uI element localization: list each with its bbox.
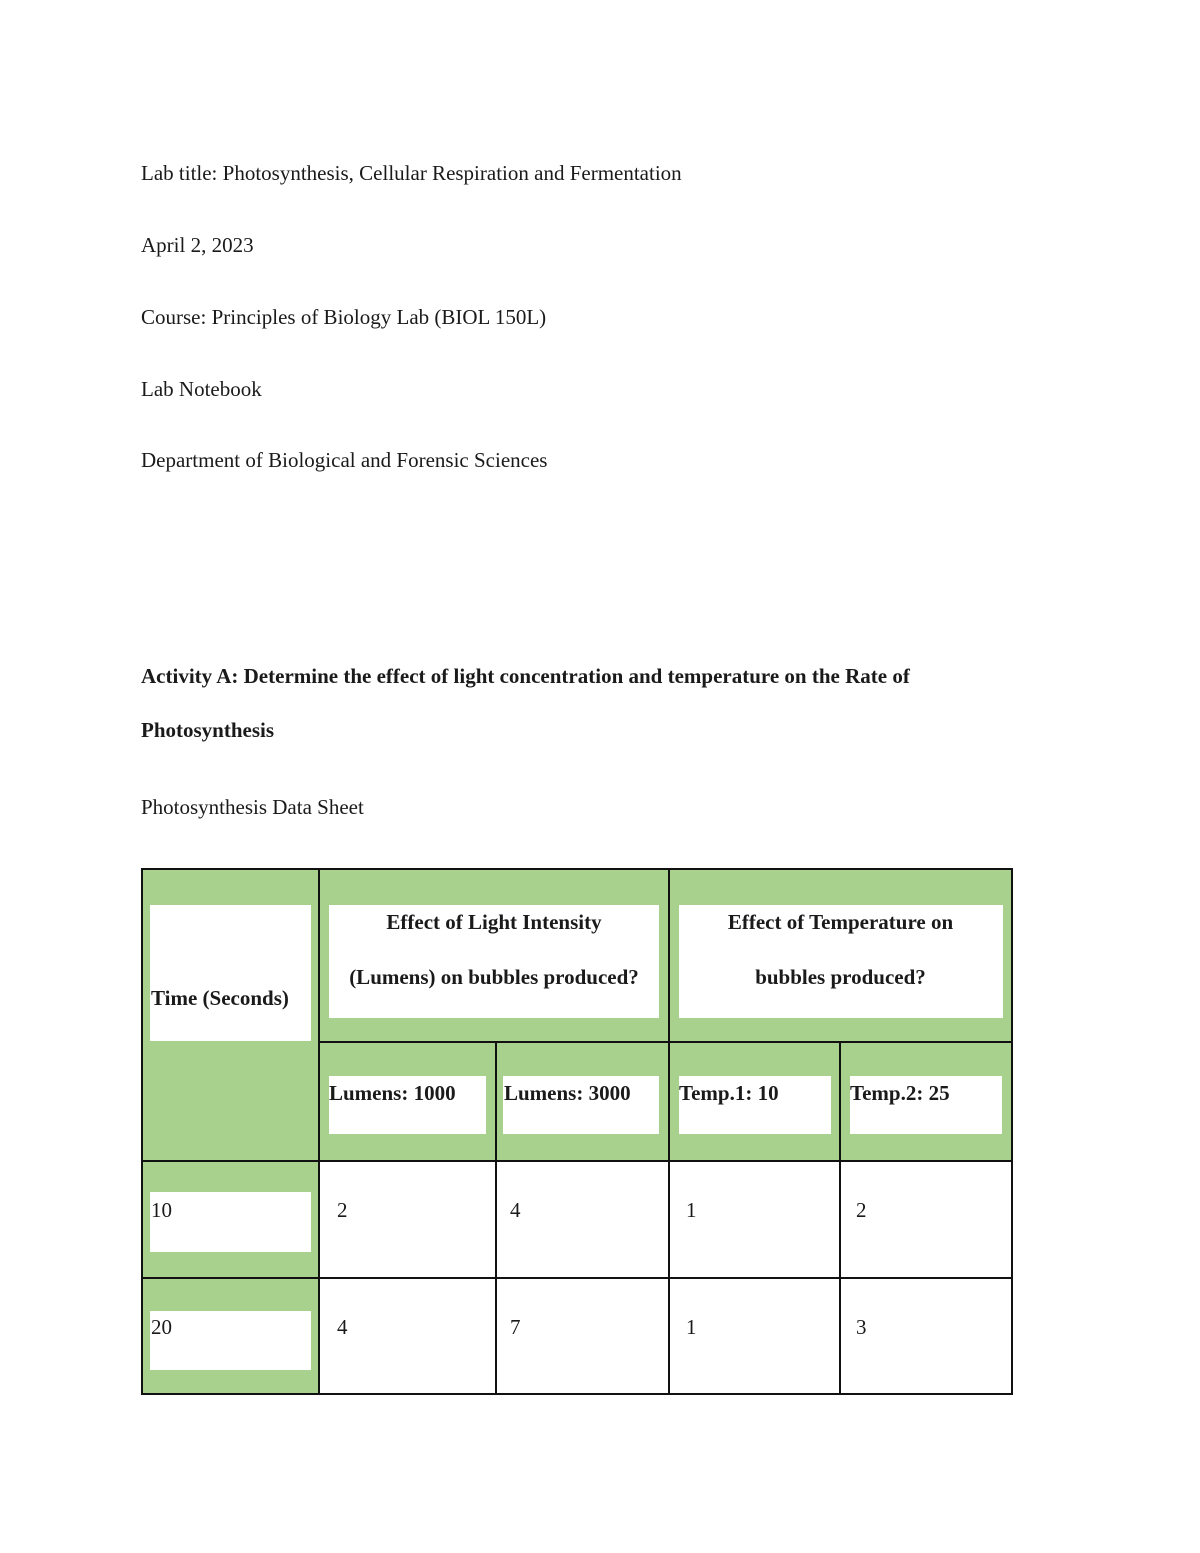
table-cell (318, 1160, 497, 1279)
activity-heading-line1: Activity A: Determine the effect of light concentration and temperature on the Rate of (141, 664, 910, 688)
row-1-lumens-3000: 4 (510, 1198, 521, 1222)
row-2-temp-1: 1 (686, 1315, 697, 1339)
subheader-lumens-3000: Lumens: 3000 (504, 1081, 631, 1105)
course: Course: Principles of Biology Lab (BIOL 150L) (141, 305, 547, 329)
light-header-cell (318, 868, 670, 1043)
time-header-cell (141, 868, 320, 1162)
temp-header-line1: Effect of Temperature on (727, 910, 954, 934)
table-row-time-cell (141, 1277, 320, 1395)
table-cell (668, 1160, 841, 1279)
table-cell (668, 1277, 841, 1395)
row-2-temp-2: 3 (856, 1315, 867, 1339)
subheader-lumens-1000: Lumens: 1000 (329, 1081, 456, 1105)
row-2-lumens-1000: 4 (337, 1315, 348, 1339)
department: Department of Biological and Forensic Sciences (141, 448, 548, 472)
subheader-temp-2: Temp.2: 25 (850, 1081, 950, 1105)
data-sheet-title: Photosynthesis Data Sheet (141, 795, 364, 819)
notebook-label: Lab Notebook (141, 377, 262, 401)
subheader-cell (839, 1041, 1013, 1162)
temp-header-cell (668, 868, 1013, 1043)
activity-heading-line2: Photosynthesis (141, 718, 275, 742)
lab-title: Lab title: Photosynthesis, Cellular Respiration and Fermentation (141, 161, 682, 185)
subheader-cell (495, 1041, 670, 1162)
table-cell (495, 1160, 670, 1279)
subheader-temp-1: Temp.1: 10 (679, 1081, 779, 1105)
subheader-cell (668, 1041, 841, 1162)
row-2-time: 20 (151, 1315, 172, 1339)
temp-header-line2: bubbles produced? (755, 965, 926, 989)
row-1-temp-2: 2 (856, 1198, 867, 1222)
table-cell (839, 1160, 1013, 1279)
time-header: Time (Seconds) (151, 986, 289, 1010)
row-1-temp-1: 1 (686, 1198, 697, 1222)
light-header-line2: (Lumens) on bubbles produced? (349, 965, 639, 989)
table-cell (495, 1277, 670, 1395)
row-1-lumens-1000: 2 (337, 1198, 348, 1222)
date: April 2, 2023 (141, 233, 254, 257)
row-1-time: 10 (151, 1198, 172, 1222)
row-2-lumens-3000: 7 (510, 1315, 521, 1339)
subheader-cell (318, 1041, 497, 1162)
light-header-line1: Effect of Light Intensity (386, 910, 602, 934)
table-row-time-cell (141, 1160, 320, 1279)
table-cell (318, 1277, 497, 1395)
table-cell (839, 1277, 1013, 1395)
